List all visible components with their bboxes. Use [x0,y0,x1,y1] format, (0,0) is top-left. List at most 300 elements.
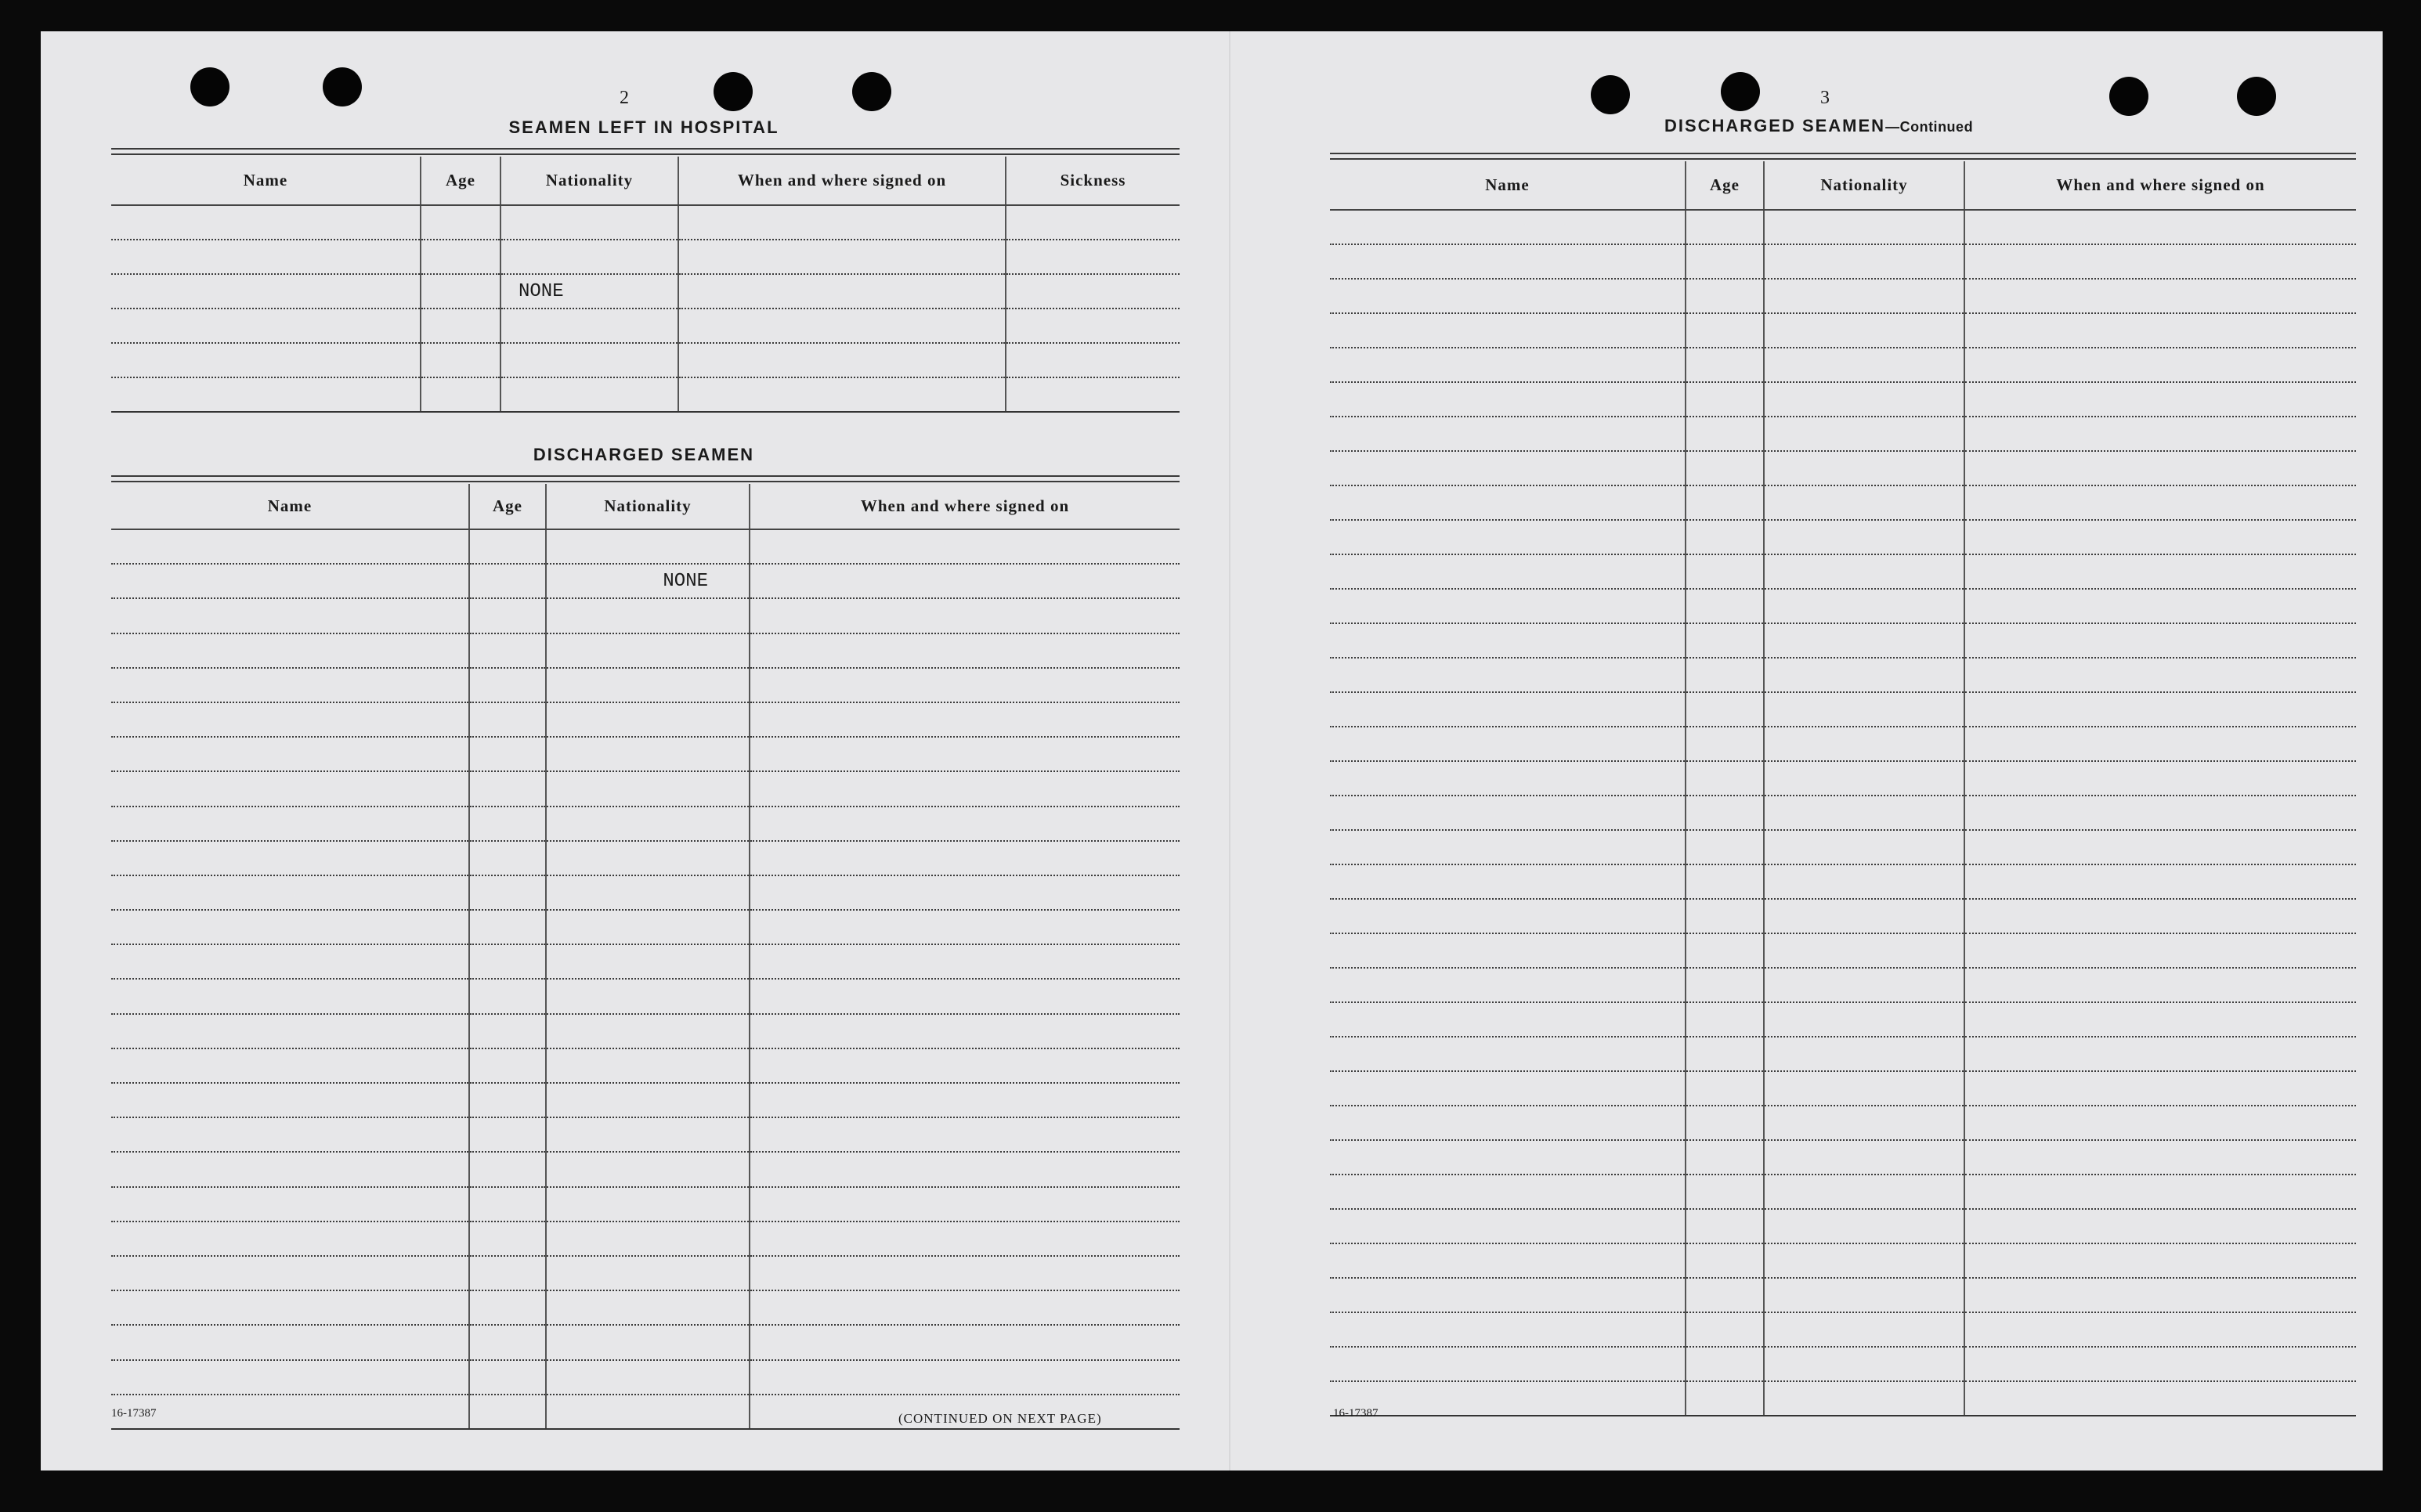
table-row [111,979,1180,1013]
table-cell [750,807,1180,841]
table-cell [1964,244,2356,279]
table-cell [1686,279,1764,313]
table-cell [750,875,1180,910]
table-cell [546,668,750,702]
table-cell [1686,623,1764,658]
table-cell [1964,589,2356,623]
table-cell [469,1256,546,1290]
table-cell [1964,1278,2356,1312]
table-cell [469,1014,546,1048]
table-cell [111,1222,469,1256]
table-cell [750,979,1180,1013]
table-row [1330,692,2356,727]
table-cell [546,979,750,1013]
table-row [111,274,1180,309]
table-cell [111,771,469,806]
table-cell [1964,899,2356,933]
table-cell [1330,864,1686,899]
table-cell [750,1187,1180,1222]
table-row [1330,210,2356,244]
table-cell [1686,520,1764,554]
table-cell [1686,1106,1764,1140]
table-cell [750,668,1180,702]
col-header-age: Age [421,157,500,205]
table-cell [111,1048,469,1083]
table-row [1330,623,2356,658]
table-cell [1764,1071,1964,1106]
table-cell [1330,451,1686,485]
table-cell [111,343,421,377]
table-cell [750,841,1180,875]
table-cell [469,1117,546,1152]
table-cell [1764,244,1964,279]
table-cell [546,1014,750,1048]
table-cell [1764,658,1964,692]
table-cell [1964,658,2356,692]
table-cell [111,668,469,702]
table-cell [1964,417,2356,451]
table-row [111,737,1180,771]
table-cell [1330,485,1686,520]
table-cell [1330,1106,1686,1140]
table-cell [469,1360,546,1395]
table-cell [1330,796,1686,830]
table-row [111,1152,1180,1186]
table-cell [1964,692,2356,727]
table-cell [1006,205,1180,240]
table-row [1330,1209,2356,1243]
table-row [111,1256,1180,1290]
continued-note: (CONTINUED ON NEXT PAGE) [898,1411,1102,1426]
table-cell [546,910,750,944]
table-cell [111,240,421,274]
table-cell [1764,417,1964,451]
table-cell [1330,1243,1686,1278]
table-cell [1686,485,1764,520]
table-cell [469,668,546,702]
table-cell [469,771,546,806]
table-cell [1686,658,1764,692]
col-header-name: Name [111,484,469,529]
table-cell [469,564,546,598]
table-cell [1764,1037,1964,1071]
table-row [1330,761,2356,796]
table-cell [421,377,500,412]
table-row [1330,348,2356,382]
table-cell [500,377,678,412]
table-cell [546,1152,750,1186]
table-cell [1686,554,1764,589]
table-cell [1330,244,1686,279]
table-cell [111,702,469,737]
table-row [1330,313,2356,348]
table-cell [1686,830,1764,864]
table-cell [678,309,1006,343]
table-cell [111,979,469,1013]
table-cell [750,944,1180,979]
table-cell [1964,1140,2356,1175]
table-cell [1764,451,1964,485]
table-cell [1964,485,2356,520]
table-cell [678,240,1006,274]
col-header-name: Name [111,157,421,205]
table-cell [546,875,750,910]
table-row [111,1117,1180,1152]
table-cell [111,944,469,979]
table-cell [1330,382,1686,417]
table-cell [1764,1347,1964,1381]
table-cell [546,1395,750,1429]
continued-table [1330,161,2356,1416]
table-cell [1764,1106,1964,1140]
table-cell [1764,485,1964,520]
table-cell [469,875,546,910]
table-cell [1964,554,2356,589]
table-cell [1964,1347,2356,1381]
table-cell [1964,1071,2356,1106]
table-cell [1764,313,1964,348]
table-cell [546,1048,750,1083]
table-cell [469,1152,546,1186]
table-cell [750,1325,1180,1359]
nationality-entry: NONE [546,564,750,598]
discharged-title: DISCHARGED SEAMEN [533,445,755,464]
table-cell [1006,240,1180,274]
table-cell [1764,1175,1964,1209]
table-cell [546,529,750,564]
table-cell [111,529,469,564]
title-main: DISCHARGED SEAMEN [1664,116,1886,135]
table-cell [1764,1002,1964,1037]
table-cell [750,1152,1180,1186]
table-row [111,1083,1180,1117]
table-cell [546,598,750,633]
table-cell [1006,377,1180,412]
table-cell [546,633,750,668]
table-cell [111,841,469,875]
table-cell [469,1395,546,1429]
table-cell [546,1083,750,1117]
table-cell [111,1152,469,1186]
right-page [1231,31,2383,1471]
table-cell [421,309,500,343]
title-rule [1330,153,2356,160]
table-cell [111,875,469,910]
table-cell [1964,933,2356,968]
table-cell [500,240,678,274]
table-cell [1686,1347,1764,1381]
table-cell [469,841,546,875]
table-cell [1330,1209,1686,1243]
table-cell [1964,520,2356,554]
table-cell [111,1290,469,1325]
table-cell [1330,692,1686,727]
table-cell [1964,1312,2356,1347]
table-cell [1686,899,1764,933]
table-row [1330,554,2356,589]
table-cell [1330,658,1686,692]
table-row [111,377,1180,412]
page-number: 2 [620,88,629,108]
table-cell [1764,554,1964,589]
table-cell [750,633,1180,668]
table-row [1330,933,2356,968]
table-cell [546,944,750,979]
table-cell [1964,210,2356,244]
table-cell [469,910,546,944]
table-cell [1686,1381,1764,1416]
table-row [1330,658,2356,692]
col-header-age: Age [1686,161,1764,210]
table-cell [1686,348,1764,382]
table-cell [1964,968,2356,1002]
table-cell [1764,899,1964,933]
table-cell [1686,1209,1764,1243]
table-row [1330,1071,2356,1106]
table-row [1330,485,2356,520]
table-cell [1964,1243,2356,1278]
table-cell [111,1083,469,1117]
table-cell [1686,864,1764,899]
table-row [111,1360,1180,1395]
table-cell [1686,1175,1764,1209]
table-cell [111,737,469,771]
table-cell [1964,1002,2356,1037]
table-cell [1330,968,1686,1002]
table-cell [1964,1106,2356,1140]
table-cell [1764,589,1964,623]
table-cell [1764,727,1964,761]
table-cell [111,910,469,944]
table-row [111,598,1180,633]
table-cell [1686,968,1764,1002]
table-cell [111,1360,469,1395]
table-cell [1330,1175,1686,1209]
table-cell [1330,1140,1686,1175]
table-row [111,807,1180,841]
table-row [1330,1278,2356,1312]
table-row [1330,279,2356,313]
table-cell [1964,796,2356,830]
table-cell [1330,210,1686,244]
table-cell [546,1256,750,1290]
table-row [1330,864,2356,899]
table-row [1330,1175,2356,1209]
table-cell [1330,1381,1686,1416]
table-row [111,1222,1180,1256]
table-cell [1686,1002,1764,1037]
table-cell [1764,1312,1964,1347]
col-header-nationality: Nationality [546,484,750,529]
table-cell [1330,761,1686,796]
table-cell [500,309,678,343]
table-cell [546,1187,750,1222]
table-cell [111,807,469,841]
document-sheet [41,31,2383,1471]
table-cell [1686,313,1764,348]
table-cell [1764,520,1964,554]
table-cell [1330,279,1686,313]
table-cell [469,1187,546,1222]
table-cell [421,343,500,377]
table-cell [1764,864,1964,899]
discharged-continued-title [1584,116,2054,136]
table-cell [1764,761,1964,796]
table-cell [500,205,678,240]
table-cell [750,1014,1180,1048]
table-cell [1686,589,1764,623]
hospital-title: SEAMEN LEFT IN HOSPITAL [508,117,779,137]
table-cell [111,377,421,412]
table-cell [111,633,469,668]
table-cell [1686,1140,1764,1175]
table-cell [1330,623,1686,658]
table-cell [1686,692,1764,727]
table-cell [1330,1002,1686,1037]
table-cell [1686,1037,1764,1071]
table-row [1330,1243,2356,1278]
table-cell [546,841,750,875]
table-row [1330,1347,2356,1381]
table-cell [1686,382,1764,417]
table-cell [111,1325,469,1359]
table-cell [750,529,1180,564]
table-row [111,1325,1180,1359]
table-cell [750,1048,1180,1083]
nationality-entry: NONE [500,274,678,309]
table-cell [111,274,421,309]
table-cell [469,702,546,737]
table-cell [111,598,469,633]
table-row [1330,796,2356,830]
table-cell [546,1325,750,1359]
table-cell [750,1083,1180,1117]
table-cell [1006,274,1180,309]
table-cell [1964,727,2356,761]
table-cell [1686,761,1764,796]
col-header-age: Age [469,484,546,529]
table-cell [1330,520,1686,554]
table-row [1330,899,2356,933]
title-rule [111,475,1180,482]
table-row [111,564,1180,598]
table-row [111,771,1180,806]
table-row [1330,968,2356,1002]
table-cell [111,1256,469,1290]
table-cell [1964,1381,2356,1416]
table-cell [546,1360,750,1395]
table-cell [750,910,1180,944]
table-cell [421,274,500,309]
table-cell [111,1395,469,1429]
table-row [111,240,1180,274]
table-cell [1330,554,1686,589]
table-cell [750,1222,1180,1256]
table-cell [750,771,1180,806]
table-cell [1764,1278,1964,1312]
table-cell [1764,1140,1964,1175]
table-cell [1964,451,2356,485]
col-header-nationality: Nationality [1764,161,1964,210]
table-row [1330,1037,2356,1071]
table-cell [111,564,469,598]
table-cell [469,633,546,668]
table-cell [1964,1209,2356,1243]
table-cell [750,1360,1180,1395]
table-cell [1686,796,1764,830]
table-row [1330,1140,2356,1175]
table-cell [469,598,546,633]
table-row [111,343,1180,377]
table-cell [1686,1243,1764,1278]
table-cell [469,1048,546,1083]
table-cell [1964,623,2356,658]
table-cell [1686,1071,1764,1106]
table-cell [111,1187,469,1222]
table-row [111,633,1180,668]
table-cell [678,205,1006,240]
table-cell [469,1222,546,1256]
table-row [1330,382,2356,417]
table-cell [1006,343,1180,377]
table-cell [1964,1175,2356,1209]
table-row [1330,417,2356,451]
table-cell [750,564,1180,598]
table-cell [1330,933,1686,968]
table-cell [1330,1312,1686,1347]
table-cell [1330,589,1686,623]
table-cell [469,1083,546,1117]
table-cell [678,343,1006,377]
table-cell [1964,348,2356,382]
table-cell [750,598,1180,633]
table-cell [1764,968,1964,1002]
table-row [111,910,1180,944]
form-number: 16-17387 [1333,1407,1379,1420]
table-cell [1330,899,1686,933]
table-row [111,1187,1180,1222]
title-suffix: —Continued [1885,119,1974,135]
table-cell [1764,830,1964,864]
table-cell [111,1014,469,1048]
table-cell [750,702,1180,737]
table-cell [1330,348,1686,382]
table-cell [546,737,750,771]
table-cell [1330,313,1686,348]
table-cell [1686,1278,1764,1312]
table-row [111,309,1180,343]
table-cell [1686,1312,1764,1347]
table-row [111,668,1180,702]
table-row [1330,830,2356,864]
table-cell [1964,761,2356,796]
table-cell [111,205,421,240]
table-cell [1330,1071,1686,1106]
table-row [111,205,1180,240]
table-cell [1686,727,1764,761]
table-row [1330,451,2356,485]
table-cell [469,807,546,841]
col-header-name: Name [1330,161,1686,210]
table-cell [1330,1347,1686,1381]
table-cell [1764,1209,1964,1243]
table-cell [1764,348,1964,382]
table-cell [1006,309,1180,343]
table-row [111,944,1180,979]
table-cell [1764,933,1964,968]
col-header-sickness: Sickness [1006,157,1180,205]
table-row [1330,589,2356,623]
